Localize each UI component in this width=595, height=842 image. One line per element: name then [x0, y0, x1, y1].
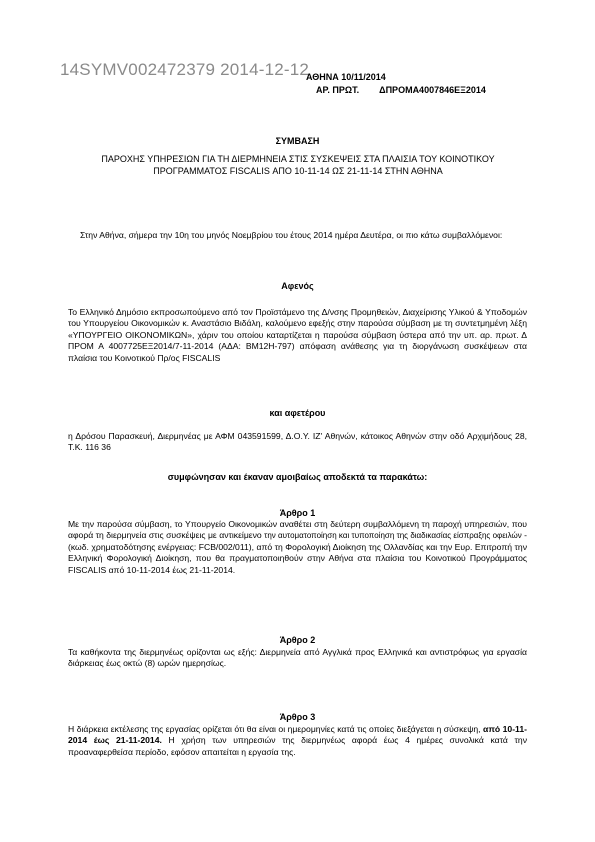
- article-3-heading: Άρθρο 3: [279, 712, 316, 722]
- party2-heading: και αφετέρου: [269, 408, 326, 418]
- article-1-small-text: την αυτοματοποίηση και τυποποίηση της διαδικασίας είσπραξης οφειλών: [264, 531, 522, 541]
- article-1-heading: Άρθρο 1: [279, 508, 316, 518]
- party1-heading: Αφενός: [281, 281, 314, 291]
- subtitle-line-2: ΠΡΟΓΡΑΜΜΑΤΟΣ FISCALIS ΑΠΟ 10-11-14 ΩΣ 21-11-14 ΣΤΗΝ ΑΘΗΝΑ: [153, 166, 443, 176]
- article-3-text: Η διάρκεια εκτέλεσης της εργασίας ορίζεται ότι θα είναι οι ημερομηνίες κατά τις οποίες διεξάγεται η σύσκεψη, από 10-11-2014 έως 21-11-2014. Η χρήση των υπηρεσιών της διερμηνέως αφορά έως 4 ημέρες συνολικά κατά την προαναφερθείσα περίοδο, εφόσον απαιτείται η εργασία της.: [68, 724, 527, 757]
- intro-text: Στην Αθήνα, σήμερα την 10η του μηνός Νοεμβρίου του έτους 2014 ημέρα Δευτέρα, οι πιο κάτω συμβαλλόμενοι:: [80, 230, 503, 240]
- document-watermark: 14SYMV002472379 2014-12-12: [60, 60, 310, 79]
- header-date: ΑΘΗΝΑ 10/11/2014: [306, 72, 386, 82]
- article-3-period: από 10-11-2014 έως 21-11-2014.: [68, 724, 527, 746]
- protocol-number: ΔΠΡΟΜΑ4007846ΕΞ2014: [379, 85, 486, 95]
- agreement-statement: συμφώνησαν και έκαναν αμοιβαίως αποδεκτά τα παρακάτω:: [167, 472, 428, 482]
- party1-paragraph: Το Ελληνικό Δημόσιο εκπροσωπούμενο από τον Προϊστάμενο της Δ/νσης Προμηθειών, Διαχείρισης Υλικού & Υποδομών του Υπουργείου Οικονομικών κ. Αναστάσιο Βιδάλη, καλούμενο εφεξής στην παρούσα σύμβαση με τη συντετμημένη λέξη «ΥΠΟΥΡΓΕΙΟ ΟΙΚΟΝΟΜΙΚΩΝ», χάριν του οποίου καταρτίζεται η παρούσα σύμβαση ύστερα από την υπ. αρ. πρωτ. Δ ΠΡΟΜ Α 4007725ΕΞ2014/7-11-2014 (ΑΔΑ: ΒΜ12Η-797) απόφαση ανάθεσης για τη διοργάνωση συσκέψεων στα πλαίσια του Κοινοτικού Πρ/ος FISCALIS: [68, 307, 527, 363]
- article-2-text: Τα καθήκοντα της διερμηνέως ορίζονται ως εξής: Διερμηνεία από Αγγλικά προς Ελληνικά και αντιστρόφως για εργασία διάρκειας έως οκτώ (8) ωρών ημερησίως.: [68, 647, 527, 669]
- article-1-text: Με την παρούσα σύμβαση, το Υπουργείο Οικονομικών αναθέτει στη δεύτερη συμβαλλόμενη τη παροχή υπηρεσιών, που αφορά τη διερμηνεία στις συσκέψεις με αντικείμενο την αυτοματοποίηση και τυποποίηση της διαδικασίας είσπραξης οφειλών - (κωδ. χρηματοδότησης ενέργειας: FCB/002/011), από τη Φορολογική Διοίκηση της Ολλανδίας και την Ευρ. Επιτροπή την Ελληνική Φορολογική Διοίκηση, που θα πραγματοποιηθούν στην Αθήνα στα πλαίσια του Κοινοτικού Προγράμματος FISCALIS από 10-11-2014 έως 21-11-2014.: [68, 519, 528, 575]
- header-protocol: [316, 85, 486, 95]
- intro-paragraph: [68, 230, 527, 241]
- document-title: ΣΥΜΒΑΣΗ: [275, 136, 320, 146]
- party2-paragraph: η Δρόσου Παρασκευή, Διερμηνέας με ΑΦΜ 043591599, Δ.Ο.Υ. ΙΖ' Αθηνών, κάτοικος Αθηνών στην οδό Αρχιμήδους 28, Τ.Κ. 116 36: [68, 431, 527, 453]
- protocol-label: ΑΡ. ΠΡΩΤ.: [316, 85, 360, 95]
- subtitle-line-1: ΠΑΡΟΧΗΣ ΥΠΗΡΕΣΙΩΝ ΓΙΑ ΤΗ ΔΙΕΡΜΗΝΕΙΑ ΣΤΙΣ ΣΥΣΚΕΨΕΙΣ ΣΤΑ ΠΛΑΙΣΙΑ ΤΟΥ ΚΟΙΝΟΤΙΚΟΥ: [101, 154, 495, 164]
- document-subtitle: [60, 153, 536, 177]
- article-2-heading: Άρθρο 2: [279, 635, 316, 645]
